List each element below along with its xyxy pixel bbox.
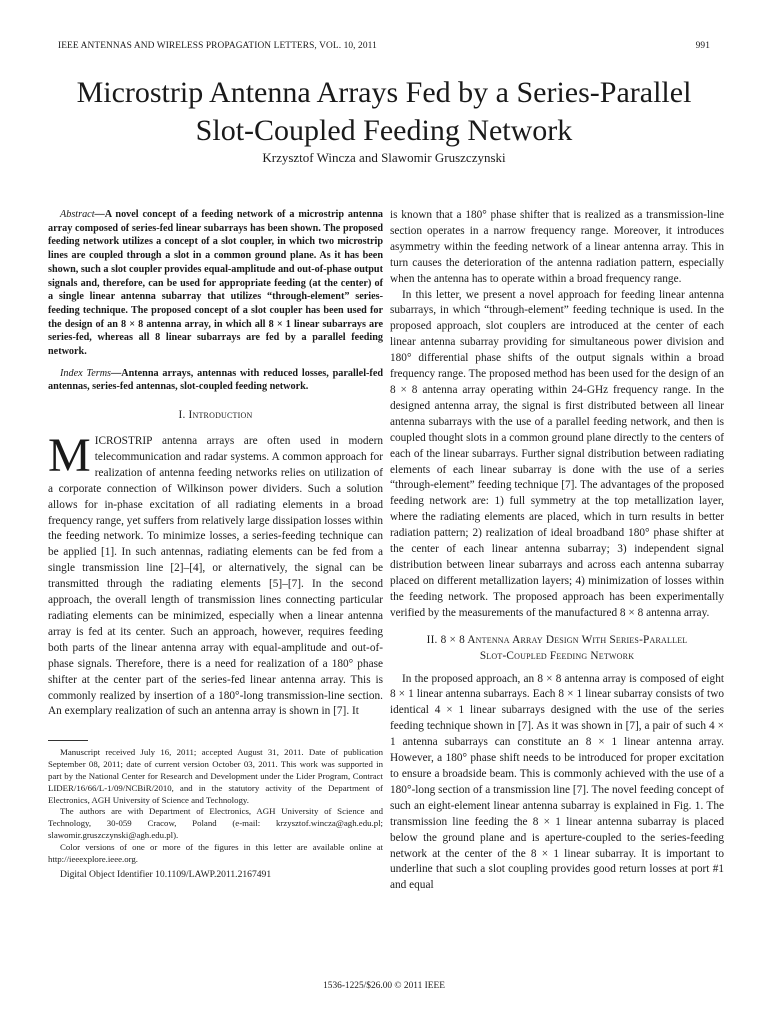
index-terms-lead: Index Terms <box>60 367 112 379</box>
first-word-rest: ICROSTRIP <box>94 435 153 448</box>
abstract-text: —A novel concept of a feeding network of a microstrip antenna array composed of series-fed linear subarrays has been shown. The proposed feeding network utilizes a concept of a slot coupler, in which two microstrip lines are coupled through a slot in a common ground plane. As it has been shown, such a slot coupler provides equal-amplitude and out-of-phase output signals and, therefore, can be used for appropriate feeding (at the center) of a single linear antenna subarray that utilizes “through-element” series-feeding technique. The proposed concept of a slot coupler has been used for the design of an 8 × 8 antenna array, in which all 8 × 1 linear subarrays are series-fed, whereas all 8 linear subarrays are fed by a parallel feeding network. <box>48 209 383 358</box>
copyright-footer: 1536-1225/$26.00 © 2011 IEEE <box>323 981 445 991</box>
right-paragraph-1: is known that a 180° phase shifter that is realized as a transmission-line section operates in a narrow frequency range. Moreover, it introduces asymmetry within the feeding network of a linear antenna array. This in turn causes the deterioration of the antenna radiation pattern, especially when the antenna has to operate within a broad frequency range. <box>390 209 724 285</box>
section-1-heading: I. Introduction <box>178 409 253 422</box>
author-list: Krzysztof Wincza and Slawomir Gruszczynski <box>262 150 506 165</box>
index-terms-text: —Antenna arrays, antennas with reduced losses, parallel-fed antennas, series-fed antennas, slot-coupled feeding network. <box>48 367 384 393</box>
footnote-rule <box>48 740 88 741</box>
paper-title <box>40 74 728 150</box>
introduction-paragraph <box>48 429 383 720</box>
right-paragraph-2: In this letter, we present a novel approach for feeding linear antenna subarrays, in which “through-element” feeding technique is used. In the proposed approach, slot couplers are introduced at the center of each linear antenna subarray providing for simultaneous power division and 180° differential phase shifts of the output signals within a broad frequency range. The proposed method has been used for the design of an 8 × 8 antenna array operating within 24-GHz frequency range. In the designed antenna array, the signal is first distributed between all linear antenna subarrays with the use of a parallel feeding network, and then is coupled thought slots in a common ground plane directly to the centers of each of the linear subarrays. Further signal distribution between radiating elements of each linear subarray is done with the use of a series “through-element” feeding technique [7]. The advantages of the proposed feeding network are: 1) full symmetry at the top metallization layer, where the radiating elements are placed, which in turn results in better radiation pattern; 2) realization of ideal broadband 180° phase shifter at the center of each linear antenna subarray; 3) independent signal distribution between linear subarrays and across each antenna subarray placed on different metallization layers; 4) minimization of losses within the feeding network. The proposed approach has been experimentally verified by the measurements of the manufactured 8 × 8 antenna array. <box>390 288 724 619</box>
title-line-1: Microstrip Antenna Arrays Fed by a Series-Parallel <box>76 76 692 109</box>
section-2-heading <box>390 632 724 664</box>
left-column <box>48 208 383 881</box>
section-2-heading-line-1: II. 8 × 8 Antenna Array Design With Series-Parallel <box>426 633 688 646</box>
section-2-heading-line-2: Slot-Coupled Feeding Network <box>479 649 635 662</box>
right-paragraph-3: In the proposed approach, an 8 × 8 antenna array is composed of eight 8 × 1 linear antenna subarrays. Each 8 × 1 linear subarray consists of two identical 4 × 1 linear subarrays designed with the use of the series feeding technique shown in [7]. As it was shown in [7], a pair of such 4 × 1 antenna subarrays can constitute an 8 × 1 linear antenna array. However, a 180° phase shift needs to be introduced for proper excitation to ensure a broadside beam. This is commonly achieved with the use of a 180°-long section of a transmission line [7]. The novel feeding concept of such an eight-element linear antenna subarray is explained in Fig. 1. The transmission line feeding the 8 × 1 linear antenna subarray is placed below the ground plane and is aperture-coupled to the series-feeding network at the center of the 8 × 1 linear subarray. It is important to underline that such a slot coupling provides good return losses at port #1 and equal <box>390 672 724 892</box>
index-terms <box>48 367 383 394</box>
doi: Digital Object Identifier 10.1109/LAWP.2011.2167491 <box>60 869 272 881</box>
title-line-2: Slot-Coupled Feeding Network <box>195 114 573 147</box>
running-head <box>58 41 710 51</box>
journal-header: IEEE ANTENNAS AND WIRELESS PROPAGATION LETTERS, VOL. 10, 2011 <box>58 41 377 51</box>
abstract <box>48 208 383 359</box>
right-column <box>390 208 724 894</box>
introduction-text: antenna arrays are often used in modern telecommunication and radar systems. A common approach for realization of antenna feeding networks relies on utilization of a corporate connection of Wilkinson power dividers. Such a solution allows for in-phase excitation of all radiating elements in a broad frequency range, yet suffers from relatively large dissipation losses within the feeding network. To minimize losses, a series-feeding technique can be applied [1]. In such antennas, radiating elements can be fed from a single transmission line [2]–[4], or alternatively, the signal can be transmitted through the radiating elements [5]–[7]. In the second approach, the overall length of transmission lines connecting particular radiating elements can be minimized, especially when a linear antenna array is fed at its center. Such an approach, however, requires feeding both parts of the linear antenna array with equal-amplitude and out-of-phase signals. Therefore, there is a need for realization of a 180° phase shifter at the center part of the series-fed linear antenna array. This is commonly realized by insertion of a 180°-long transmission-line section. An exemplary realization of such an antenna array is shown in [7]. It <box>48 435 383 718</box>
drop-cap: M <box>48 429 91 483</box>
footnotes <box>48 747 383 881</box>
page-number: 991 <box>695 41 710 51</box>
footnote-manuscript: Manuscript received July 16, 2011; accepted August 31, 2011. Date of publication September 08, 2011; date of current version October 03, 2011. This work was supported in part by the National Center for Research and Development under the Lider Program, Contract LIDER/16/66/L-1/09/NCBiR/2010, and in the statutory activity of the Department of Electronics, AGH University of Science and Technology. <box>48 747 383 805</box>
footnote-color: Color versions of one or more of the figures in this letter are available online at http://ieeexplore.ieee.org. <box>48 841 383 864</box>
footnote-affiliation: The authors are with Department of Electronics, AGH University of Science and Technology, 30-059 Cracow, Poland (e-mail: krzysztof.wincza@agh.edu.pl; slawomir.gruszczynski@agh.edu.pl). <box>48 806 383 840</box>
abstract-lead: Abstract <box>60 209 95 220</box>
